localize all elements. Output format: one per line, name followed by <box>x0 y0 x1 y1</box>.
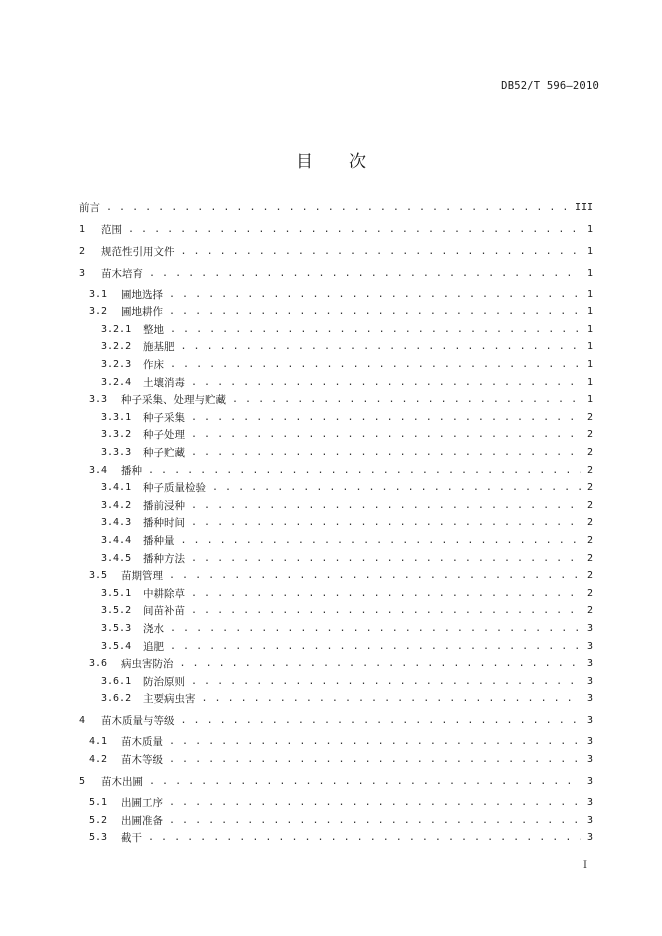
toc-entry-page: 2 <box>586 482 593 494</box>
toc-leader-dots <box>212 482 581 493</box>
toc-entry-page: 1 <box>586 323 593 335</box>
toc-entry-title: 主要病虫害 <box>143 693 196 706</box>
toc-entry-title: 播种时间 <box>143 517 185 530</box>
toc-entry-title: 苗木等级 <box>121 753 163 766</box>
toc-entry-number: 4 <box>79 715 86 727</box>
toc-entry[interactable] <box>101 409 593 425</box>
toc-entry-title: 种子采集 <box>143 411 185 424</box>
toc-entry-number: 3.4.4 <box>101 534 132 546</box>
toc-entry-title: 苗木质量与等级 <box>101 715 175 728</box>
toc-entry-page: 3 <box>586 715 593 727</box>
toc-entry-page: 2 <box>586 499 593 511</box>
toc-entry-number: 4.1 <box>89 736 108 748</box>
toc-entry[interactable] <box>89 304 593 320</box>
toc-entry-title: 苗木质量 <box>121 736 163 749</box>
toc-entry-title: 苗期管理 <box>121 570 163 583</box>
toc-leader-dots <box>106 202 569 213</box>
toc-leader-dots <box>169 289 581 300</box>
toc-entry[interactable] <box>101 321 593 337</box>
page-number: I <box>583 860 587 871</box>
toc-entry-title: 截干 <box>121 832 142 845</box>
toc-entry[interactable] <box>89 751 593 767</box>
toc-leader-dots <box>148 832 581 843</box>
toc-entry-page: 3 <box>586 640 593 652</box>
toc-entry-number: 3.5.3 <box>101 622 132 634</box>
toc-entry-page: 1 <box>586 394 593 406</box>
toc-entry-title: 苗木培育 <box>101 267 143 280</box>
toc-entry-page: 2 <box>586 534 593 546</box>
toc-entry-number: 3.4.5 <box>101 552 132 564</box>
toc-entry[interactable] <box>89 392 593 408</box>
toc-entry-title: 圃地耕作 <box>121 306 163 319</box>
toc-entry-title: 播种 <box>121 464 142 477</box>
toc-leader-dots <box>191 447 581 458</box>
toc-entry-page: 1 <box>586 358 593 370</box>
toc-entry-page: 2 <box>586 411 593 423</box>
toc-entry-page: 3 <box>586 814 593 826</box>
toc-entry-title: 播种方法 <box>143 552 185 565</box>
toc-entry-page: 1 <box>586 288 593 300</box>
toc-entry[interactable] <box>101 356 593 372</box>
toc-entry-page: 1 <box>586 341 593 353</box>
page-title <box>0 147 662 172</box>
toc-entry-page: III <box>574 201 593 213</box>
toc-entry-number: 3.3 <box>89 394 108 406</box>
toc-entry[interactable] <box>79 265 593 281</box>
toc-entry-number: 3.5.2 <box>101 605 132 617</box>
toc-leader-dots <box>170 324 581 335</box>
toc-leader-dots <box>170 623 581 634</box>
toc-entry-page: 3 <box>586 796 593 808</box>
toc-entry[interactable] <box>101 603 593 619</box>
toc-entry[interactable] <box>101 515 593 531</box>
toc-entry[interactable] <box>101 339 593 355</box>
toc-entry-page: 2 <box>586 446 593 458</box>
toc-entry-page: 1 <box>586 376 593 388</box>
toc-entry-page: 1 <box>586 267 593 279</box>
toc-entry-title: 前言 <box>79 201 100 214</box>
toc-entry-number: 3.6 <box>89 658 108 670</box>
toc-entry-number: 3.2.3 <box>101 358 132 370</box>
toc-entry[interactable] <box>101 585 593 601</box>
toc-entry-title: 种子处理 <box>143 429 185 442</box>
toc-entry-title: 防治原则 <box>143 675 185 688</box>
toc-entry-number: 3.6.1 <box>101 675 132 687</box>
toc-leader-dots <box>128 224 581 235</box>
toc-leader-dots <box>191 553 581 564</box>
toc-entry[interactable] <box>101 673 593 689</box>
toc-entry-number: 1 <box>79 223 86 235</box>
toc-leader-dots <box>148 465 581 476</box>
toc-leader-dots <box>191 377 581 388</box>
toc-entry-number: 3.2.4 <box>101 376 132 388</box>
toc-leader-dots <box>191 412 581 423</box>
toc-leader-dots <box>191 676 581 687</box>
toc-entry-number: 3.4.3 <box>101 517 132 529</box>
toc-leader-dots <box>181 341 581 352</box>
toc-entry[interactable] <box>79 713 593 729</box>
toc-entry-page: 2 <box>586 429 593 441</box>
toc-leader-dots <box>169 736 581 747</box>
toc-leader-dots <box>191 605 581 616</box>
toc-entry[interactable] <box>79 243 593 259</box>
toc-entry-number: 3.5.1 <box>101 587 132 599</box>
toc-entry-page: 2 <box>586 570 593 582</box>
toc-entry-page: 2 <box>586 605 593 617</box>
toc-entry-title: 种子质量检验 <box>143 482 206 495</box>
toc-entry[interactable] <box>101 427 593 443</box>
toc-entry[interactable] <box>89 734 593 750</box>
toc-entry-number: 2 <box>79 245 86 257</box>
toc-entry-page: 3 <box>586 753 593 765</box>
toc-entry[interactable] <box>101 444 593 460</box>
toc-entry[interactable] <box>89 830 593 846</box>
toc-leader-dots <box>169 815 581 826</box>
toc-entry-title: 苗木出圃 <box>101 775 143 788</box>
toc-entry-page: 3 <box>586 622 593 634</box>
toc-leader-dots <box>191 500 581 511</box>
toc-entry-title: 圃地选择 <box>121 288 163 301</box>
toc-entry-page: 3 <box>586 675 593 687</box>
toc-entry-number: 3.2.1 <box>101 323 132 335</box>
toc-entry-title: 施基肥 <box>143 341 175 354</box>
toc-entry-title: 种子采集、处理与贮藏 <box>121 394 226 407</box>
toc-entry[interactable] <box>89 656 593 672</box>
toc-entry[interactable] <box>89 794 593 810</box>
toc-entry-number: 3.5.4 <box>101 640 132 652</box>
toc-entry-number: 5 <box>79 775 86 787</box>
toc-entry-number: 5.3 <box>89 832 108 844</box>
toc-entry-page: 2 <box>586 587 593 599</box>
toc-entry-number: 3.3.3 <box>101 446 132 458</box>
toc-entry-page: 3 <box>586 832 593 844</box>
toc-entry-number: 3.4 <box>89 464 108 476</box>
toc-entry[interactable] <box>101 374 593 390</box>
toc-entry-number: 3.3.1 <box>101 411 132 423</box>
toc-leader-dots <box>181 535 581 546</box>
toc-leader-dots <box>191 429 581 440</box>
toc-entry-title: 作床 <box>143 358 164 371</box>
toc-entry[interactable] <box>101 550 593 566</box>
toc-entry-title: 中耕除草 <box>143 587 185 600</box>
toc-entry-number: 3 <box>79 267 86 279</box>
toc-entry[interactable] <box>89 462 593 478</box>
toc-entry[interactable] <box>101 691 593 707</box>
toc-entry[interactable] <box>101 532 593 548</box>
standard-code: DB52/T 596—2010 <box>501 80 599 92</box>
toc-entry[interactable] <box>101 620 593 636</box>
toc-entry-page: 2 <box>586 517 593 529</box>
toc-leader-dots <box>149 268 581 279</box>
toc-leader-dots <box>169 306 581 317</box>
toc-entry-number: 3.2 <box>89 306 108 318</box>
toc-leader-dots <box>232 394 581 405</box>
toc-entry-title: 出圃准备 <box>121 814 163 827</box>
toc-entry[interactable] <box>79 199 593 215</box>
title-char-2: 次 <box>349 152 366 172</box>
toc-entry-title: 间苗补苗 <box>143 605 185 618</box>
toc-leader-dots <box>202 693 581 704</box>
toc-entry[interactable] <box>79 773 593 789</box>
toc-entry-page: 1 <box>586 245 593 257</box>
toc-entry-page: 2 <box>586 552 593 564</box>
toc-entry-number: 3.6.2 <box>101 693 132 705</box>
toc-entry-page: 1 <box>586 223 593 235</box>
toc-entry-title: 规范性引用文件 <box>101 245 175 258</box>
toc-entry[interactable] <box>89 286 593 302</box>
toc-entry-title: 病虫害防治 <box>121 658 174 671</box>
toc-leader-dots <box>180 658 581 669</box>
toc-entry-number: 3.4.2 <box>101 499 132 511</box>
toc-entry-page: 3 <box>586 693 593 705</box>
toc-entry-page: 3 <box>586 658 593 670</box>
toc-entry-number: 3.1 <box>89 288 108 300</box>
toc-entry-number: 3.5 <box>89 570 108 582</box>
toc-entry-number: 3.3.2 <box>101 429 132 441</box>
toc-leader-dots <box>191 588 581 599</box>
toc-entry[interactable] <box>79 221 593 237</box>
toc-entry-number: 3.2.2 <box>101 341 132 353</box>
toc-entry-title: 播前浸种 <box>143 499 185 512</box>
toc-entry-title: 土壤消毒 <box>143 376 185 389</box>
toc-leader-dots <box>149 776 581 787</box>
toc-leader-dots <box>181 246 581 257</box>
toc-entry-title: 种子贮藏 <box>143 446 185 459</box>
toc-entry-page: 2 <box>586 464 593 476</box>
toc-entry[interactable] <box>101 638 593 654</box>
toc-leader-dots <box>191 517 581 528</box>
toc-leader-dots <box>169 754 581 765</box>
toc-leader-dots <box>169 570 581 581</box>
toc-entry-title: 播种量 <box>143 534 175 547</box>
toc-entry-title: 出圃工序 <box>121 796 163 809</box>
toc-entry-title: 整地 <box>143 323 164 336</box>
toc-entry-title: 浇水 <box>143 622 164 635</box>
toc-entry-number: 5.2 <box>89 814 108 826</box>
toc-leader-dots <box>170 359 581 370</box>
toc-entry-page: 3 <box>586 736 593 748</box>
toc-entry[interactable] <box>101 480 593 496</box>
toc-entry-number: 4.2 <box>89 753 108 765</box>
toc-leader-dots <box>169 797 581 808</box>
title-char-1: 目 <box>296 152 313 172</box>
toc-entry[interactable] <box>89 812 593 828</box>
toc-entry-page: 1 <box>586 306 593 318</box>
toc-entry[interactable] <box>101 497 593 513</box>
toc-entry[interactable] <box>89 568 593 584</box>
toc-entry-title: 范围 <box>101 223 122 236</box>
toc-leader-dots <box>181 715 581 726</box>
toc-entry-number: 3.4.1 <box>101 482 132 494</box>
toc-entry-number: 5.1 <box>89 796 108 808</box>
toc-entry-page: 3 <box>586 775 593 787</box>
toc-entry-title: 追肥 <box>143 640 164 653</box>
toc-leader-dots <box>170 641 581 652</box>
